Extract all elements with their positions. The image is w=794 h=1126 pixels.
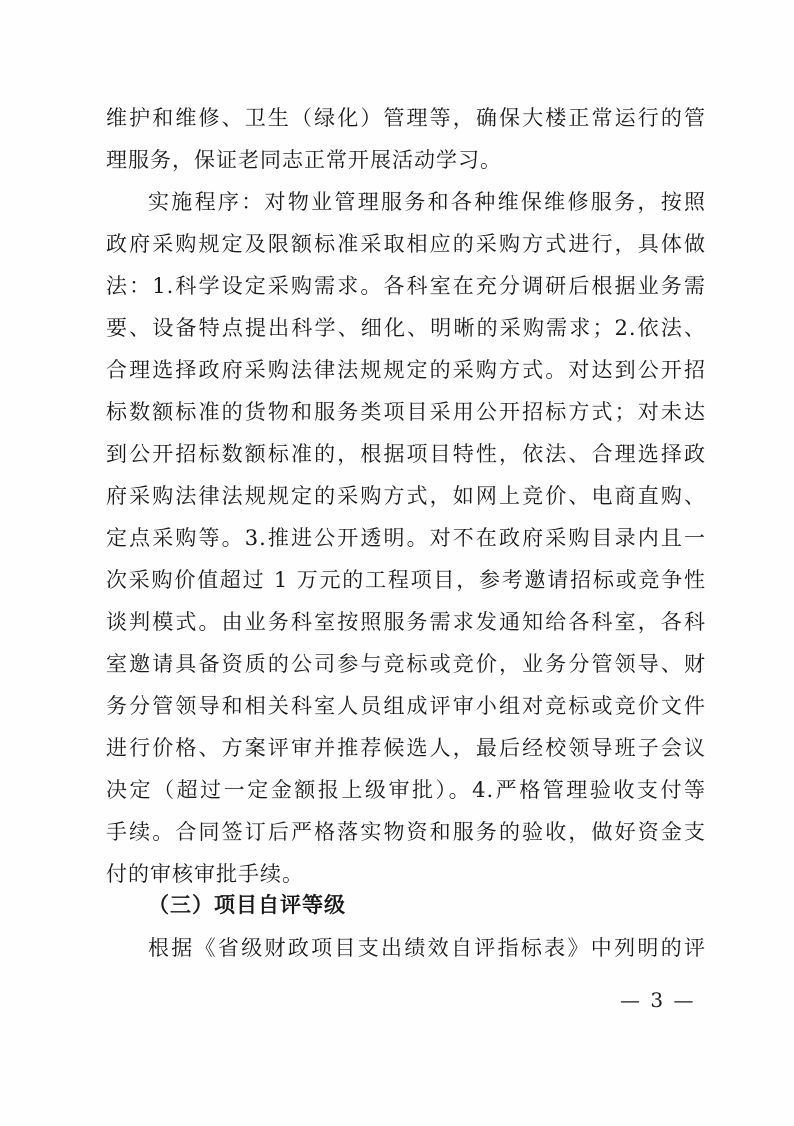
- text-line: 室邀请具备资质的公司参与竞标或竞价，业务分管领导、财: [106, 652, 706, 676]
- section-heading: （三）项目自评等级: [148, 893, 346, 917]
- text-line: 根据《省级财政项目支出绩效自评指标表》中列明的评: [148, 936, 706, 960]
- text-line: 谈判模式。由业务科室按照服务需求发通知给各科室，各科: [106, 610, 706, 634]
- text-line: 手续。合同签订后严格落实物资和服务的验收，做好资金支: [106, 820, 706, 844]
- text-line: 决定（超过一定金额报上级审批）。4.严格管理验收支付等: [106, 778, 706, 802]
- text-line: 政府采购规定及限额标准采取相应的采购方式进行，具体做: [106, 232, 706, 256]
- text-line: 实施程序：对物业管理服务和各种维保维修服务，按照: [148, 190, 706, 214]
- text-line: 理服务，保证老同志正常开展活动学习。: [106, 148, 502, 172]
- text-line: 维护和维修、卫生（绿化）管理等，确保大楼正常运行的管: [106, 106, 706, 130]
- text-line: 务分管领导和相关科室人员组成评审小组对竞标或竞价文件: [106, 694, 706, 718]
- page-number: — 3 —: [620, 988, 696, 1012]
- text-line: 进行价格、方案评审并推荐候选人，最后经校领导班子会议: [106, 736, 706, 760]
- text-line: 到公开招标数额标准的，根据项目特性，依法、合理选择政: [106, 442, 706, 466]
- text-line: 次采购价值超过 1 万元的工程项目，参考邀请招标或竞争性: [106, 568, 706, 592]
- text-line: 要、设备特点提出科学、细化、明晰的采购需求；2.依法、: [106, 316, 706, 340]
- text-line: 合理选择政府采购法律法规规定的采购方式。对达到公开招: [106, 358, 706, 382]
- text-line: 定点采购等。3.推进公开透明。对不在政府采购目录内且一: [106, 526, 706, 550]
- text-line: 标数额标准的货物和服务类项目采用公开招标方式；对未达: [106, 400, 706, 424]
- text-line: 府采购法律法规规定的采购方式，如网上竞价、电商直购、: [106, 484, 706, 508]
- text-line-final: 付的审核审批手续。: [106, 862, 304, 886]
- text-line: 法：1.科学设定采购需求。各科室在充分调研后根据业务需: [106, 274, 706, 298]
